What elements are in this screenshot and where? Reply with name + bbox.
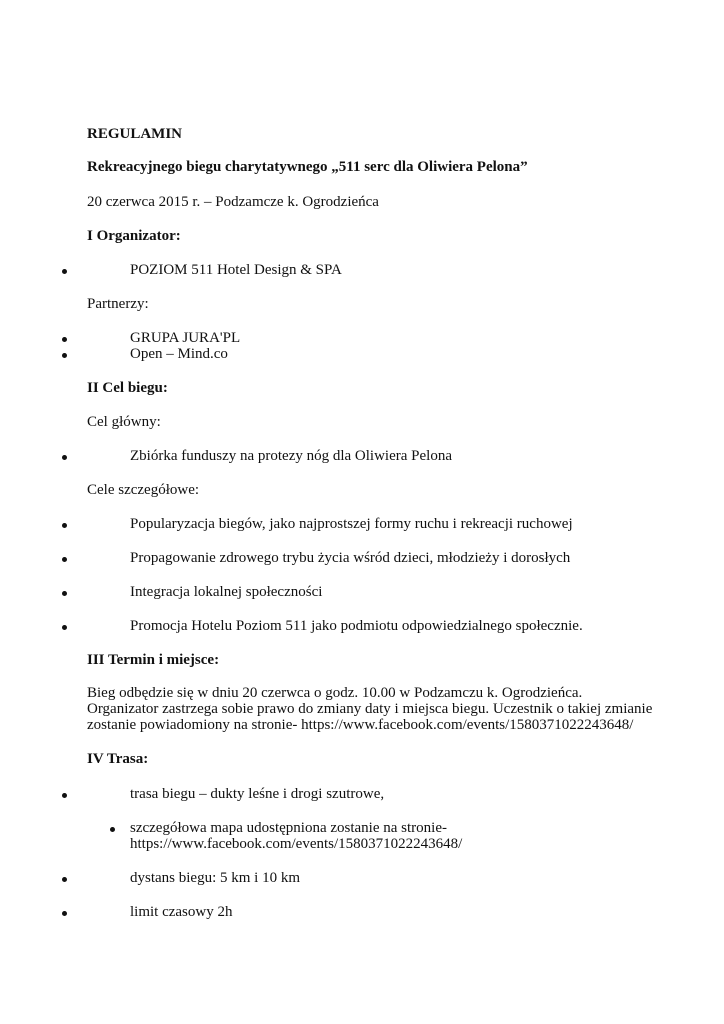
bullet-icon bbox=[62, 625, 67, 630]
sub-list-item-map-continued bbox=[0, 836, 724, 853]
bullet-icon bbox=[62, 877, 67, 882]
section-heading-organizer: I Organizator: bbox=[87, 228, 181, 244]
list-item-time-limit bbox=[0, 904, 724, 921]
sub-list-item-map bbox=[0, 820, 724, 837]
list-item-partner bbox=[0, 330, 724, 347]
list-item-text: limit czasowy 2h bbox=[130, 904, 233, 920]
document-title: REGULAMIN bbox=[87, 126, 183, 142]
section-heading-goal: II Cel biegu: bbox=[87, 380, 168, 396]
bullet-icon bbox=[62, 523, 67, 528]
bullet-icon bbox=[62, 557, 67, 562]
main-goal-label: Cel główny: bbox=[87, 414, 161, 430]
bullet-icon bbox=[62, 591, 67, 596]
partners-label: Partnerzy: bbox=[87, 296, 149, 312]
bullet-icon bbox=[62, 911, 67, 916]
list-item-detailed-goal bbox=[0, 584, 724, 601]
list-item-organizer bbox=[0, 262, 724, 279]
list-item-text: Open – Mind.co bbox=[130, 346, 228, 362]
list-item-text: szczegółowa mapa udostępniona zostanie na stronie- bbox=[130, 820, 447, 836]
list-item-text: Integracja lokalnej społeczności bbox=[130, 584, 323, 600]
section-heading-route: IV Trasa: bbox=[87, 751, 149, 767]
list-item-detailed-goal bbox=[0, 516, 724, 533]
list-item-text: POZIOM 511 Hotel Design & SPA bbox=[130, 262, 342, 278]
list-item-text: Promocja Hotelu Poziom 511 jako podmiotu odpowiedzialnego społecznie. bbox=[130, 618, 583, 634]
document-subtitle: Rekreacyjnego biegu charytatywnego „511 serc dla Oliwiera Pelona” bbox=[87, 159, 528, 175]
bullet-icon bbox=[62, 455, 67, 460]
list-item-main-goal bbox=[0, 448, 724, 465]
list-item-detailed-goal bbox=[0, 618, 724, 635]
list-item-detailed-goal bbox=[0, 550, 724, 567]
list-item-distance bbox=[0, 870, 724, 887]
paragraph-line: Organizator zastrzega sobie prawo do zmiany daty i miejsca biegu. Uczestnik o takiej zmianie bbox=[87, 701, 653, 717]
section-heading-date-place: III Termin i miejsce: bbox=[87, 652, 220, 668]
list-item-text: https://www.facebook.com/events/1580371022243648/ bbox=[130, 836, 463, 852]
list-item-route bbox=[0, 786, 724, 803]
bullet-icon bbox=[62, 793, 67, 798]
bullet-icon bbox=[62, 269, 67, 274]
list-item-text: trasa biegu – dukty leśne i drogi szutrowe, bbox=[130, 786, 385, 802]
detailed-goals-label: Cele szczegółowe: bbox=[87, 482, 200, 498]
paragraph-line: Bieg odbędzie się w dniu 20 czerwca o godz. 10.00 w Podzamczu k. Ogrodzieńca. bbox=[87, 685, 583, 701]
bullet-icon bbox=[62, 353, 67, 358]
bullet-icon bbox=[110, 827, 115, 832]
list-item-text: Propagowanie zdrowego trybu życia wśród dzieci, młodzieży i dorosłych bbox=[130, 550, 571, 566]
list-item-text: Popularyzacja biegów, jako najprostszej formy ruchu i rekreacji ruchowej bbox=[130, 516, 573, 532]
list-item-text: Zbiórka funduszy na protezy nóg dla Oliwiera Pelona bbox=[130, 448, 452, 464]
bullet-icon bbox=[62, 337, 67, 342]
list-item-text: dystans biegu: 5 km i 10 km bbox=[130, 870, 300, 886]
date-place: 20 czerwca 2015 r. – Podzamcze k. Ogrodzieńca bbox=[87, 194, 379, 210]
list-item-text: GRUPA JURA'PL bbox=[130, 330, 241, 346]
paragraph-line: zostanie powiadomiony na stronie- https://www.facebook.com/events/1580371022243648/ bbox=[87, 717, 634, 733]
list-item-partner bbox=[0, 346, 724, 363]
